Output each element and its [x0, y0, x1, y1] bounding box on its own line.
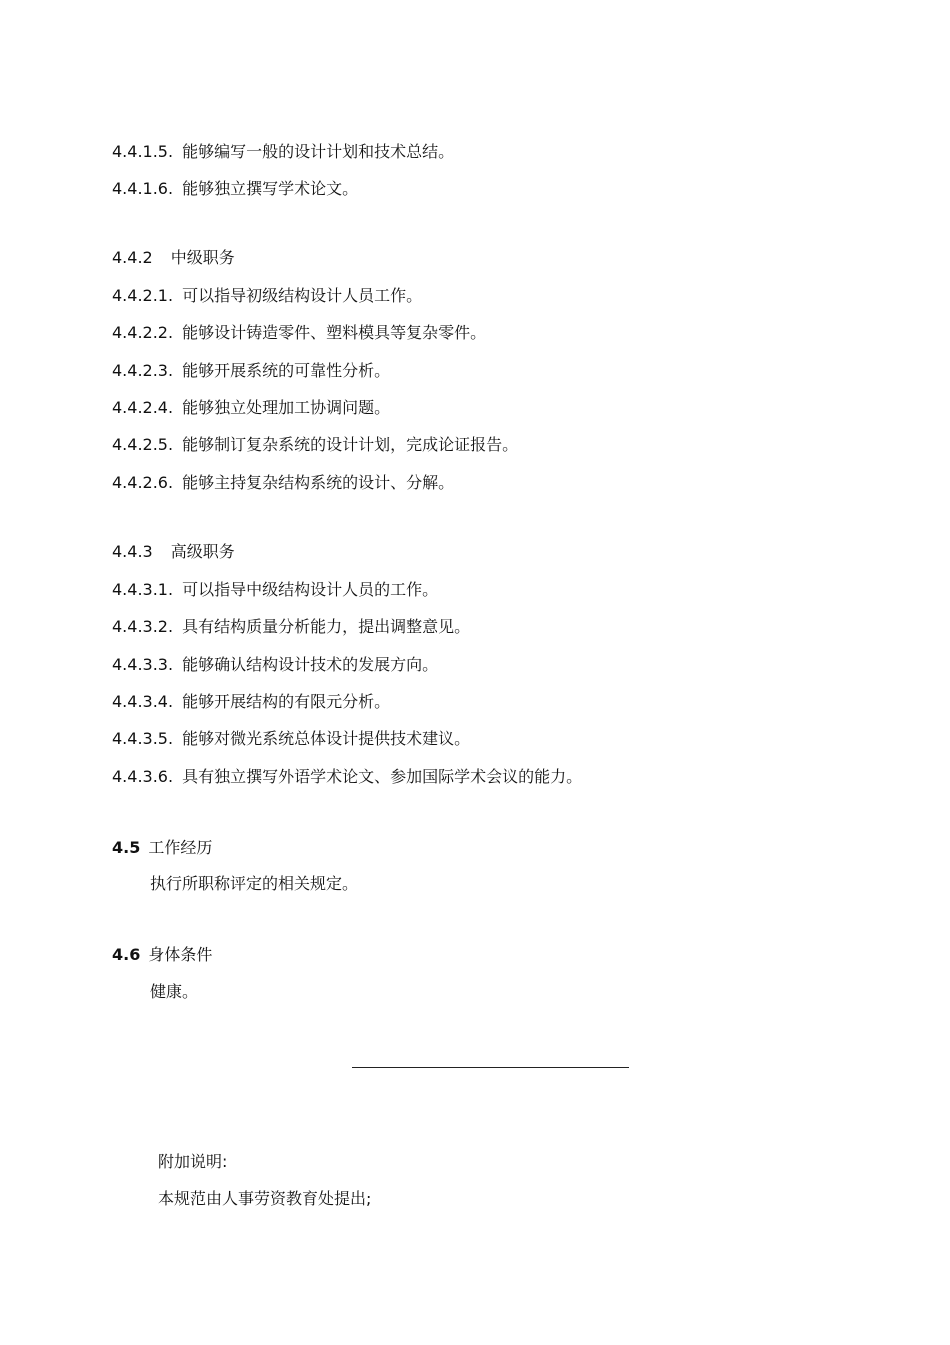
subsection-heading — [112, 247, 235, 269]
item-text: 能够设计铸造零件、塑料模具等复杂零件。 — [182, 323, 487, 342]
item-number: 4.4.2.1. — [112, 286, 174, 305]
section-body: 健康。 — [150, 982, 199, 1001]
heading-number: 4.5 — [112, 838, 141, 857]
section-heading — [112, 944, 212, 966]
item-text: 可以指导初级结构设计人员工作。 — [182, 286, 423, 305]
item-text: 能够主持复杂结构系统的设计、分解。 — [182, 473, 455, 492]
item-number: 4.4.2.6. — [112, 473, 174, 492]
appendix-body: 本规范由人事劳资教育处提出; — [158, 1189, 372, 1208]
item-number: 4.4.3.1. — [112, 580, 174, 599]
subsection-heading — [112, 541, 235, 563]
list-item — [112, 322, 486, 344]
item-text: 能够独立撰写学术论文。 — [182, 179, 359, 198]
list-item — [112, 178, 358, 200]
list-item — [112, 691, 390, 713]
heading-title: 中级职务 — [170, 248, 235, 267]
item-number: 4.4.2.4. — [112, 398, 174, 417]
item-text: 能够制订复杂系统的设计计划，完成论证报告。 — [182, 435, 519, 454]
item-text: 能够开展系统的可靠性分析。 — [182, 361, 391, 380]
list-item — [112, 472, 454, 494]
heading-title: 身体条件 — [148, 945, 213, 964]
appendix-title: 附加说明: — [158, 1152, 228, 1171]
list-item — [112, 434, 518, 456]
item-number: 4.4.3.4. — [112, 692, 174, 711]
item-number: 4.4.2.2. — [112, 323, 174, 342]
item-number: 4.4.3.3. — [112, 655, 174, 674]
item-text: 可以指导中级结构设计人员的工作。 — [182, 580, 439, 599]
list-item — [112, 397, 390, 419]
list-item — [112, 141, 454, 163]
item-text: 具有独立撰写外语学术论文、参加国际学术会议的能力。 — [182, 767, 583, 786]
heading-title: 工作经历 — [148, 838, 213, 857]
end-rule — [352, 1067, 629, 1068]
list-item — [112, 360, 390, 382]
list-item — [112, 728, 470, 750]
item-number: 4.4.1.5. — [112, 142, 174, 161]
item-number: 4.4.3.5. — [112, 729, 174, 748]
item-text: 能够开展结构的有限元分析。 — [182, 692, 391, 711]
item-text: 能够编写一般的设计计划和技术总结。 — [182, 142, 455, 161]
item-number: 4.4.2.3. — [112, 361, 174, 380]
heading-title: 高级职务 — [170, 542, 235, 561]
list-item — [112, 285, 422, 307]
item-text: 能够独立处理加工协调问题。 — [182, 398, 391, 417]
heading-number: 4.6 — [112, 945, 141, 964]
list-item — [112, 766, 582, 788]
heading-number: 4.4.2 — [112, 248, 153, 267]
item-number: 4.4.2.5. — [112, 435, 174, 454]
item-number: 4.4.3.2. — [112, 617, 174, 636]
item-text: 能够确认结构设计技术的发展方向。 — [182, 655, 439, 674]
item-text: 具有结构质量分析能力，提出调整意见。 — [182, 617, 471, 636]
list-item — [112, 579, 438, 601]
item-number: 4.4.3.6. — [112, 767, 174, 786]
list-item — [112, 654, 438, 676]
heading-number: 4.4.3 — [112, 542, 153, 561]
item-number: 4.4.1.6. — [112, 179, 174, 198]
section-body: 执行所职称评定的相关规定。 — [150, 874, 359, 893]
list-item — [112, 616, 470, 638]
item-text: 能够对微光系统总体设计提供技术建议。 — [182, 729, 471, 748]
section-heading — [112, 837, 212, 859]
